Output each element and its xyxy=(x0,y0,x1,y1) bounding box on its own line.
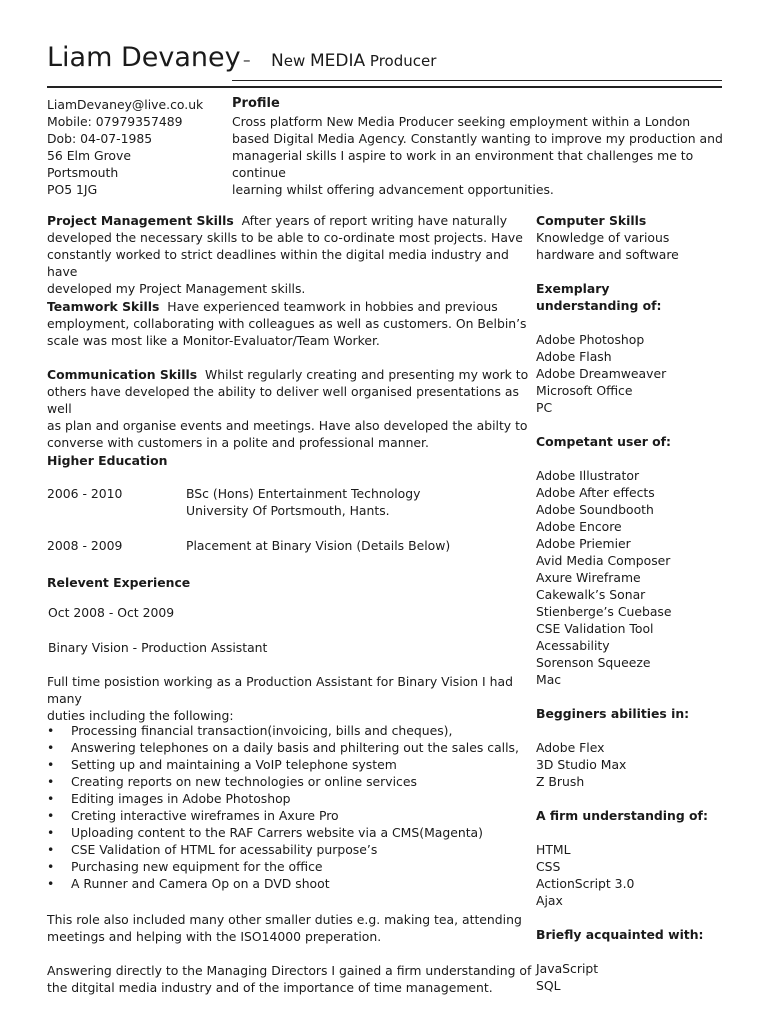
pm-line: After years of report writing have naturally xyxy=(241,213,508,228)
profile-text xyxy=(232,113,727,198)
contact-dob: Dob: 04-07-1985 xyxy=(47,131,153,146)
list-item: Cakewalk’s Sonar xyxy=(536,587,646,602)
resume-name: Liam Devaney xyxy=(47,42,241,73)
contact-city: Portsmouth xyxy=(47,165,119,180)
comm-heading: Communication Skills xyxy=(47,367,198,382)
duties-list xyxy=(47,722,532,892)
list-item: PC xyxy=(536,400,553,415)
team-line: Have experienced teamwork in hobbies and previous xyxy=(167,299,498,314)
team-line: employment, collaborating with colleagues as well as customers. On Belbin’s xyxy=(47,316,527,331)
list-item: SQL xyxy=(536,978,561,993)
list-item: Adobe Dreamweaver xyxy=(536,366,667,381)
exemplary-heading: Exemplary xyxy=(536,281,610,296)
list-item: Stienberge’s Cuebase xyxy=(536,604,672,619)
experience-para-line: meetings and helping with the ISO14000 preperation. xyxy=(47,929,382,944)
contact-street: 56 Elm Grove xyxy=(47,148,131,163)
education-years: 2008 - 2009 xyxy=(47,538,123,553)
list-item: Adobe Encore xyxy=(536,519,622,534)
team-heading: Teamwork Skills xyxy=(47,299,160,314)
list-item: • Processing financial transaction(invoicing, bills and cheques), xyxy=(47,722,532,739)
team-line: scale was most like a Monitor-Evaluator/Team Worker. xyxy=(47,333,380,348)
job-title-part: ew xyxy=(283,52,310,70)
header-rule-thin xyxy=(232,80,722,81)
education-university: University Of Portsmouth, Hants. xyxy=(186,503,390,518)
firm-understanding-heading: A firm understanding of: xyxy=(536,808,708,823)
pm-heading: Project Management Skills xyxy=(47,213,234,228)
list-item: Adobe Illustrator xyxy=(536,468,640,483)
experience-para xyxy=(47,962,532,996)
list-item: Ajax xyxy=(536,893,563,908)
exemplary-heading: understanding of: xyxy=(536,298,662,313)
experience-para-line: Answering directly to the Managing Directors I gained a firm understanding of xyxy=(47,963,532,978)
experience-intro-line: Full time posistion working as a Production Assistant for Binary Vision I had many xyxy=(47,674,513,706)
job-title-producer: Producer xyxy=(365,52,437,70)
profile-line: managerial skills I aspire to work in an environment that challenges me to continue xyxy=(232,148,694,180)
list-item: • A Runner and Camera Op on a DVD shoot xyxy=(47,875,532,892)
list-item: Z Brush xyxy=(536,774,585,789)
header-rule-thick xyxy=(47,86,722,88)
contact-postcode: PO5 1JG xyxy=(47,182,98,197)
pm-line: constantly worked to strict deadlines within the digital media industry and have xyxy=(47,247,509,279)
profile-heading: Profile xyxy=(232,96,280,111)
list-item: • Uploading content to the RAF Carrers website via a CMS(Magenta) xyxy=(47,824,532,841)
education-heading: Higher Education xyxy=(47,453,168,468)
list-item: Microsoft Office xyxy=(536,383,633,398)
job-title xyxy=(271,50,436,72)
experience-intro-line: duties including the following: xyxy=(47,708,234,723)
teamwork-skills xyxy=(47,298,532,349)
list-item: Avid Media Composer xyxy=(536,553,671,568)
computer-skills-line: Knowledge of various xyxy=(536,230,670,245)
computer-skills-line: hardware and software xyxy=(536,247,679,262)
list-item: Adobe Priemier xyxy=(536,536,631,551)
list-item: Axure Wireframe xyxy=(536,570,641,585)
pm-line: developed the necessary skills to be able to co-ordinate most projects. Have xyxy=(47,230,523,245)
list-item: • Answering telephones on a daily basis and philtering out the sales calls, xyxy=(47,739,532,756)
competant-heading: Competant user of: xyxy=(536,434,672,449)
list-item: Adobe Soundbooth xyxy=(536,502,654,517)
contact-mobile: Mobile: 07979357489 xyxy=(47,114,183,129)
list-item: 3D Studio Max xyxy=(536,757,627,772)
list-item: CSS xyxy=(536,859,561,874)
comm-line: others have developed the ability to deliver well organised presentations as well xyxy=(47,384,519,416)
list-item: JavaScript xyxy=(536,961,599,976)
communication-skills xyxy=(47,366,532,451)
beginner-heading: Begginers abilities in: xyxy=(536,706,690,721)
profile-line: learning whilst offering advancement opportunities. xyxy=(232,182,554,197)
education-row xyxy=(47,485,421,502)
profile-line: based Digital Media Agency. Constantly wanting to improve my production and xyxy=(232,131,723,146)
experience-para-line: This role also included many other smaller duties e.g. making tea, attending xyxy=(47,912,522,927)
list-item: Adobe Flex xyxy=(536,740,605,755)
list-item: Acessability xyxy=(536,638,610,653)
education-years: 2006 - 2010 xyxy=(47,486,123,501)
list-item: • Setting up and maintaining a VoIP telephone system xyxy=(47,756,532,773)
title-separator: – xyxy=(243,51,251,69)
comm-line: Whilst regularly creating and presenting my work to xyxy=(205,367,529,382)
comm-line: converse with customers in a polite and professional manner. xyxy=(47,435,429,450)
profile-line: Cross platform New Media Producer seeking employment within a London xyxy=(232,114,691,129)
computer-skills-heading: Computer Skills xyxy=(536,213,647,228)
list-item: Mac xyxy=(536,672,562,687)
contact-block xyxy=(47,96,227,198)
education-row xyxy=(47,537,451,554)
contact-email: LiamDevaney@live.co.uk xyxy=(47,97,204,112)
briefly-acquainted-heading: Briefly acquainted with: xyxy=(536,927,704,942)
list-item: CSE Validation Tool xyxy=(536,621,654,636)
education-degree: BSc (Hons) Entertainment Technology xyxy=(186,486,421,501)
job-title-initial: N xyxy=(271,51,284,71)
job-title-media: MEDIA xyxy=(309,51,366,71)
list-item: Adobe After effects xyxy=(536,485,655,500)
computer-skills-sidebar xyxy=(536,212,736,994)
experience-heading: Relevent Experience xyxy=(47,575,191,590)
education-placement: Placement at Binary Vision (Details Below) xyxy=(186,538,451,553)
list-item: • Creating reports on new technologies or online services xyxy=(47,773,532,790)
experience-para xyxy=(47,911,532,945)
project-management-skills xyxy=(47,212,532,297)
list-item: Sorenson Squeeze xyxy=(536,655,651,670)
list-item: • Purchasing new equipment for the office xyxy=(47,858,532,875)
list-item: Adobe Flash xyxy=(536,349,612,364)
experience-position: Binary Vision - Production Assistant xyxy=(48,640,268,655)
experience-dates: Oct 2008 - Oct 2009 xyxy=(48,605,175,620)
comm-line: as plan and organise events and meetings. Have also developed the abilty to xyxy=(47,418,528,433)
list-item: • CSE Validation of HTML for acessability purpose’s xyxy=(47,841,532,858)
list-item: HTML xyxy=(536,842,571,857)
list-item: • Editing images in Adobe Photoshop xyxy=(47,790,532,807)
pm-line: developed my Project Management skills. xyxy=(47,281,306,296)
list-item: ActionScript 3.0 xyxy=(536,876,635,891)
experience-intro xyxy=(47,673,532,724)
list-item: Adobe Photoshop xyxy=(536,332,645,347)
experience-para-line: the ditgital media industry and of the importance of time management. xyxy=(47,980,493,995)
list-item: • Creting interactive wireframes in Axure Pro xyxy=(47,807,532,824)
